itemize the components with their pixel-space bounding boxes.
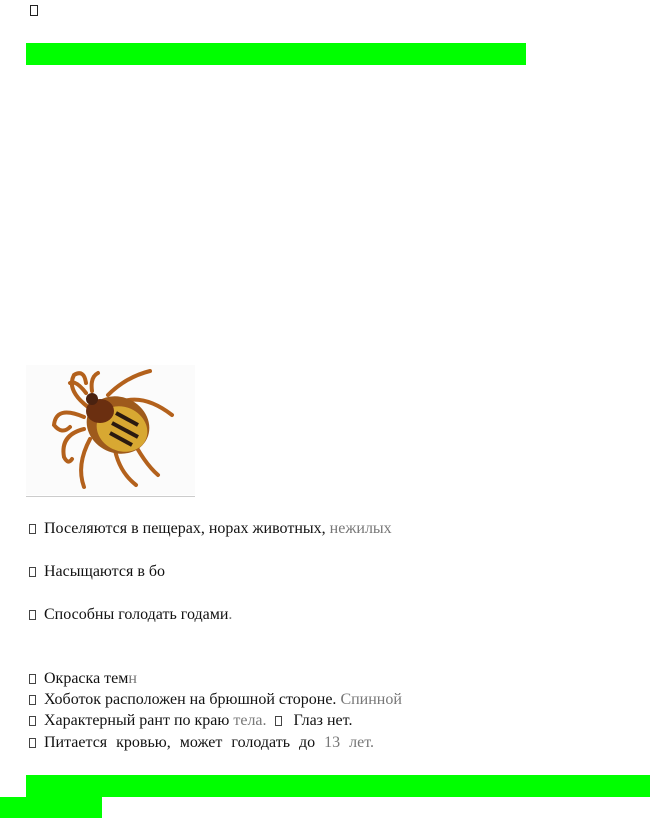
line-text: Окраска тем bbox=[44, 670, 129, 687]
line-text-faded: . bbox=[228, 606, 233, 623]
list-item bbox=[29, 690, 402, 710]
missing-glyph-icon bbox=[29, 610, 36, 620]
missing-glyph-icon bbox=[30, 5, 38, 16]
list-item bbox=[29, 519, 392, 539]
tick-image bbox=[26, 365, 195, 497]
highlight-bar-bottom-left bbox=[0, 797, 102, 818]
missing-glyph-icon bbox=[29, 674, 36, 684]
missing-glyph-icon bbox=[29, 716, 36, 726]
missing-glyph-icon bbox=[29, 738, 36, 748]
missing-glyph-icon bbox=[275, 716, 282, 726]
list-item bbox=[29, 669, 137, 689]
list-item bbox=[29, 562, 165, 582]
list-item bbox=[29, 733, 374, 753]
line-text: Поселяются в пещерах, норах животных, bbox=[44, 520, 326, 537]
missing-glyph-icon bbox=[29, 567, 36, 577]
line-text: Питается кровью, может голодать до bbox=[44, 734, 325, 751]
line-text: Хоботок расположен на брюшной стороне. bbox=[44, 691, 337, 708]
line-text-faded: н bbox=[128, 670, 137, 687]
highlight-bar-bottom bbox=[26, 775, 650, 797]
line-text-faded: Спинной bbox=[336, 691, 402, 708]
list-item bbox=[29, 605, 232, 625]
list-item bbox=[29, 711, 352, 731]
line-text-faded: тела. bbox=[229, 712, 267, 729]
tick-illustration bbox=[26, 365, 195, 495]
line-text-faded: нежилых bbox=[325, 520, 392, 537]
missing-glyph-icon bbox=[29, 695, 36, 705]
line-text: Насыщаются в бо bbox=[44, 563, 166, 580]
line-text: Характерный рант по краю bbox=[44, 712, 230, 729]
line-text-extra: Глаз нет. bbox=[289, 712, 353, 729]
highlight-bar-top bbox=[26, 43, 526, 65]
line-text-faded: 13 лет. bbox=[324, 734, 375, 751]
line-text: Способны голодать годами bbox=[44, 606, 229, 623]
missing-glyph-icon bbox=[29, 524, 36, 534]
